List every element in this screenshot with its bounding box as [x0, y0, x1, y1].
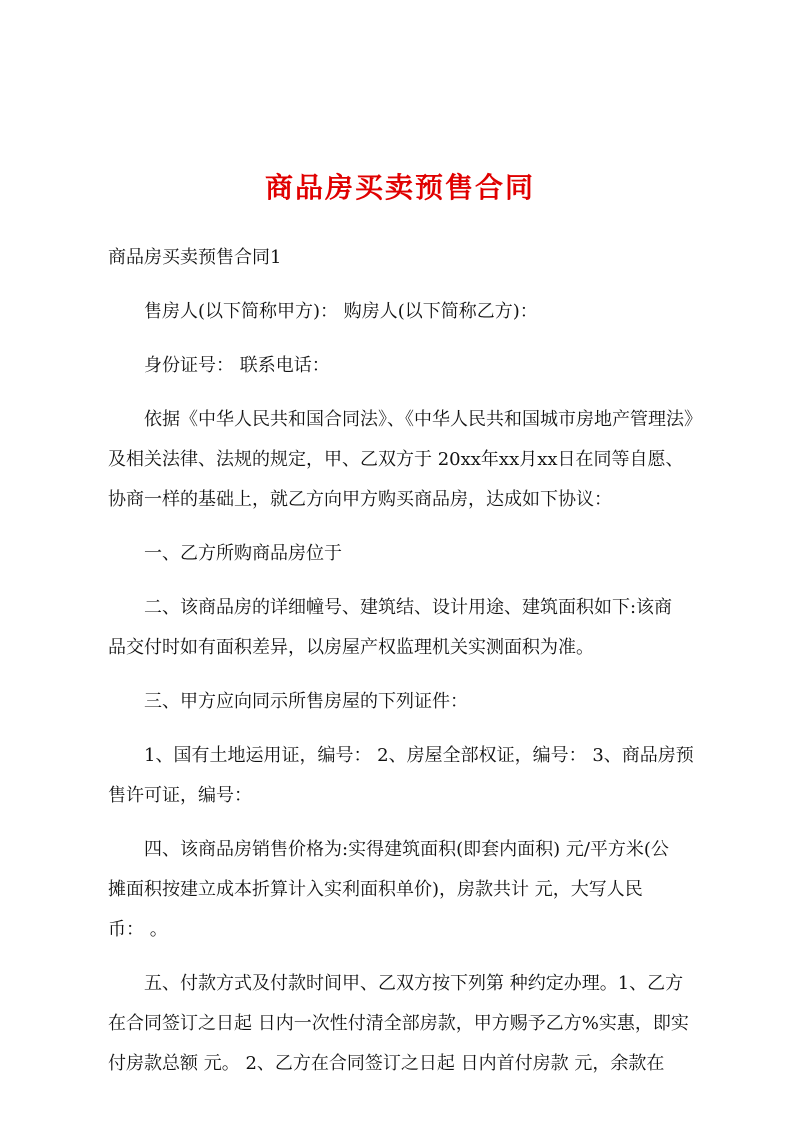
- clause-1-line-1: 一、乙方所购商品房位于: [144, 543, 342, 564]
- document-body: [108, 238, 716, 1084]
- clause-5-line-2: 在合同签订之日起 日内一次性付清全部房款，甲方赐予乙方%实惠，即实: [108, 1013, 689, 1034]
- clause-4-line-1: 四、该商品房销售价格为:实得建筑面积(即套内面积) 元/平方米(公: [144, 839, 669, 860]
- paragraph-basis-line-1: 依据《中华人民共和国合同法》、《中华人民共和国城市房地产管理法》: [144, 409, 702, 430]
- parties-line: 售房人(以下简称甲方)： 购房人(以下简称乙方)：: [144, 301, 538, 322]
- clause-2-line-2: 品交付时如有面积差异，以房屋产权监理机关实测面积为准。: [108, 637, 594, 658]
- document-title: 商品房买卖预售合同: [264, 171, 535, 204]
- clause-2-line-1: 二、该商品房的详细幢号、建筑结、设计用途、建筑面积如下:该商: [144, 597, 673, 618]
- certificates-line-1: 1、国有土地运用证，编号： 2、房屋全部权证，编号： 3、商品房预: [144, 745, 694, 766]
- clause-4-line-3: 币： 。: [108, 919, 168, 940]
- contract-heading: 商品房买卖预售合同1: [108, 247, 282, 268]
- paragraph-basis-line-2: 及相关法律、法规的规定，甲、乙双方于 20xx年xx月xx日在同等自愿、: [108, 449, 684, 470]
- clause-5-line-1: 五、付款方式及付款时间甲、乙双方按下列第 种约定办理。1、乙方: [144, 973, 684, 994]
- id-contact-line: 身份证号： 联系电话：: [144, 355, 330, 376]
- clause-5-line-3: 付房款总额 元。 2、乙方在合同签订之日起 日内首付房款 元，余款在: [108, 1053, 665, 1074]
- clause-3-line-1: 三、甲方应向同示所售房屋的下列证件：: [144, 691, 468, 712]
- certificates-line-2: 售许可证，编号：: [108, 785, 252, 806]
- paragraph-basis-line-3: 协商一样的基础上，就乙方向甲方购买商品房，达成如下协议：: [108, 489, 612, 510]
- clause-4-line-2: 摊面积按建立成本折算计入实利面积单价)，房款共计 元，大写人民: [108, 879, 643, 900]
